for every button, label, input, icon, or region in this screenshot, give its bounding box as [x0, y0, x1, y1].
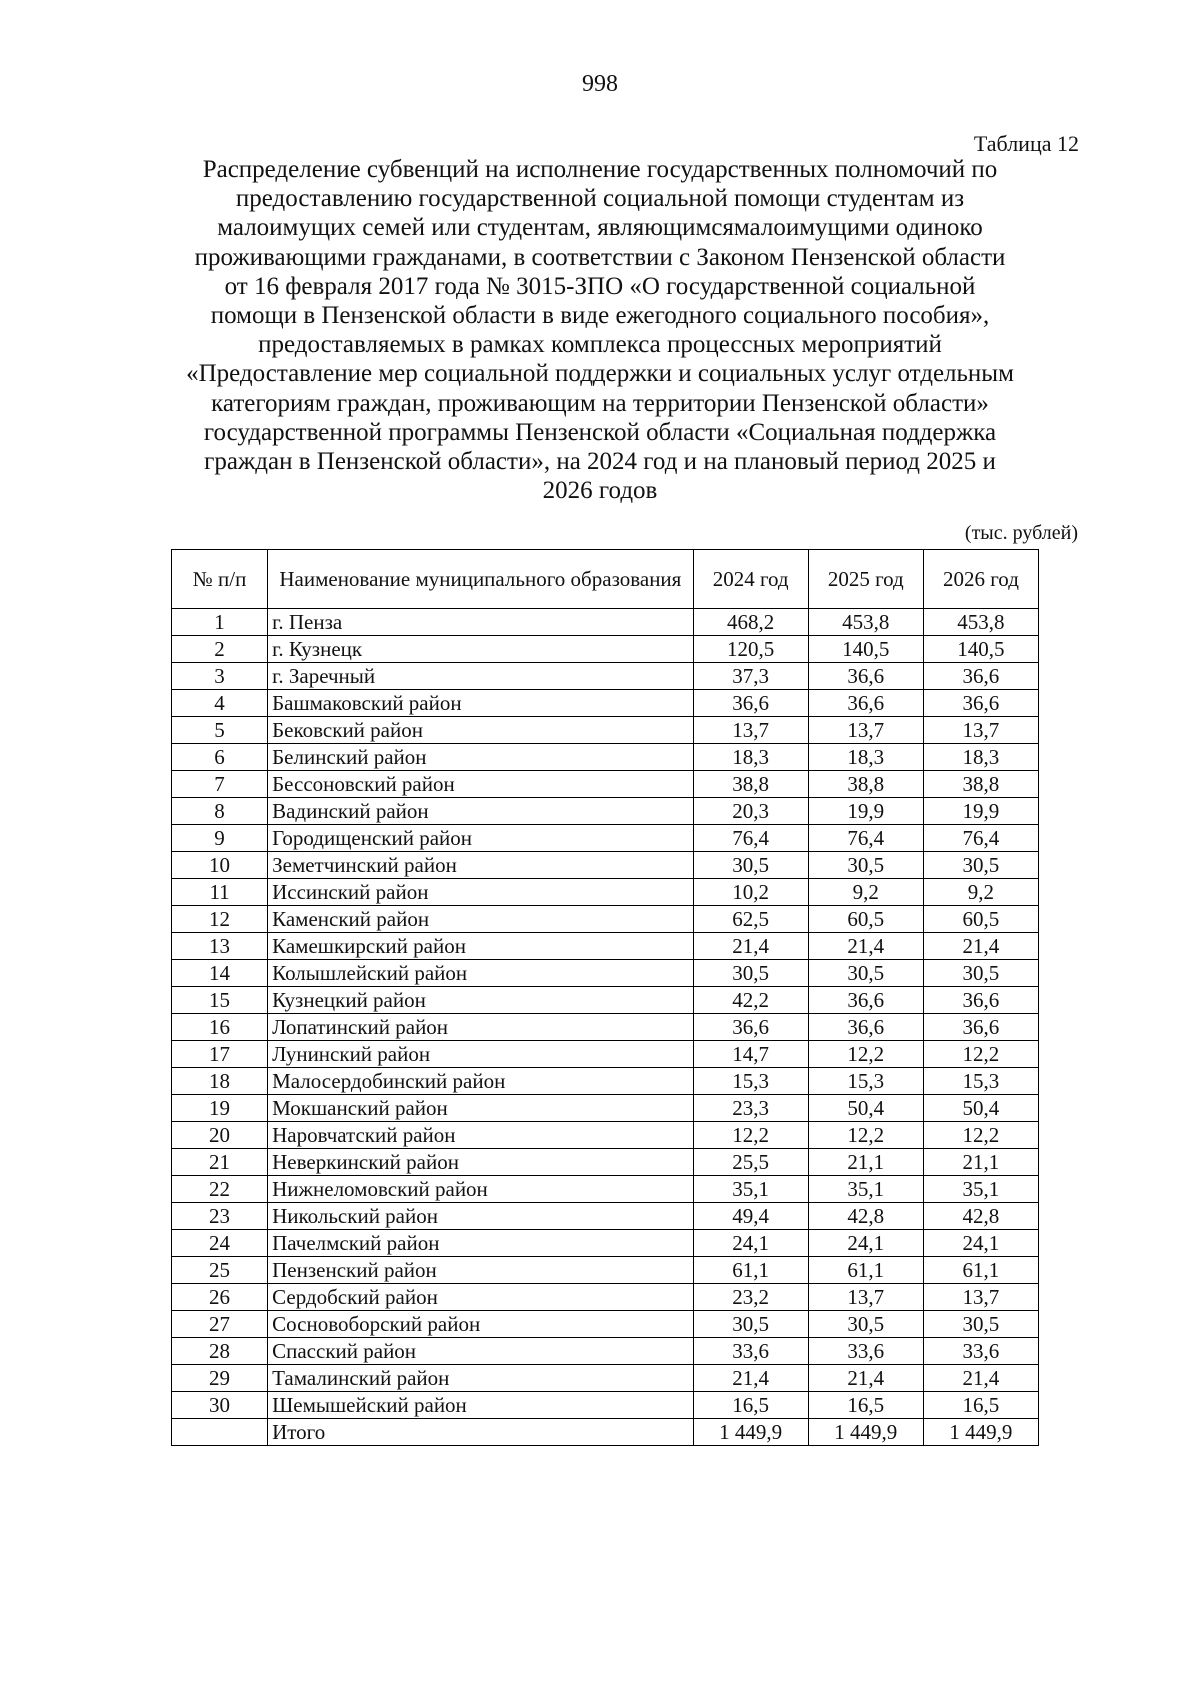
value-2026-cell: 36,6 — [923, 987, 1038, 1014]
value-2025-cell: 50,4 — [808, 1095, 923, 1122]
value-2026-cell: 76,4 — [923, 825, 1038, 852]
value-2026-cell: 453,8 — [923, 609, 1038, 636]
value-2026-cell: 21,4 — [923, 933, 1038, 960]
table-body — [172, 609, 1039, 1446]
table-row — [172, 1176, 1039, 1203]
table-row — [172, 1068, 1039, 1095]
title-line: от 16 февраля 2017 года № 3015-ЗПО «О государственной социальной — [224, 272, 976, 300]
value-2025-cell: 33,6 — [808, 1338, 923, 1365]
value-2024-cell: 16,5 — [693, 1392, 808, 1419]
value-2025-cell: 36,6 — [808, 690, 923, 717]
document-title — [120, 155, 1080, 505]
value-2026-cell: 24,1 — [923, 1230, 1038, 1257]
title-line: предоставляемых в рамках комплекса процессных мероприятий — [258, 331, 942, 359]
value-2025-cell: 9,2 — [808, 879, 923, 906]
value-2026-cell: 18,3 — [923, 744, 1038, 771]
value-2024-cell: 1 449,9 — [693, 1419, 808, 1446]
value-2024-cell: 30,5 — [693, 1311, 808, 1338]
row-number-cell: 25 — [172, 1257, 268, 1284]
value-2026-cell: 42,8 — [923, 1203, 1038, 1230]
table-row — [172, 1392, 1039, 1419]
row-number-cell: 23 — [172, 1203, 268, 1230]
municipality-name-cell: Малосердобинский район — [268, 1068, 693, 1095]
value-2025-cell: 42,8 — [808, 1203, 923, 1230]
municipality-name-cell: Неверкинский район — [268, 1149, 693, 1176]
value-2024-cell: 14,7 — [693, 1041, 808, 1068]
value-2026-cell: 140,5 — [923, 636, 1038, 663]
municipality-name-cell: Кузнецкий район — [268, 987, 693, 1014]
municipality-name-cell: Вадинский район — [268, 798, 693, 825]
value-2026-cell: 21,1 — [923, 1149, 1038, 1176]
value-2025-cell: 140,5 — [808, 636, 923, 663]
value-2024-cell: 120,5 — [693, 636, 808, 663]
value-2024-cell: 12,2 — [693, 1122, 808, 1149]
value-2024-cell: 33,6 — [693, 1338, 808, 1365]
municipality-name-cell: Каменский район — [268, 906, 693, 933]
municipality-name-cell: г. Пенза — [268, 609, 693, 636]
row-number-cell: 18 — [172, 1068, 268, 1095]
value-2025-cell: 12,2 — [808, 1041, 923, 1068]
municipality-name-cell: Колышлейский район — [268, 960, 693, 987]
value-2025-cell: 76,4 — [808, 825, 923, 852]
row-number-cell: 12 — [172, 906, 268, 933]
value-2026-cell: 9,2 — [923, 879, 1038, 906]
table-row — [172, 852, 1039, 879]
value-2026-cell: 35,1 — [923, 1176, 1038, 1203]
row-number-cell: 11 — [172, 879, 268, 906]
value-2026-cell: 50,4 — [923, 1095, 1038, 1122]
value-2024-cell: 23,2 — [693, 1284, 808, 1311]
municipality-name-cell: Городищенский район — [268, 825, 693, 852]
value-2024-cell: 36,6 — [693, 690, 808, 717]
table-row — [172, 1284, 1039, 1311]
value-2024-cell: 18,3 — [693, 744, 808, 771]
value-2025-cell: 12,2 — [808, 1122, 923, 1149]
table-row — [172, 636, 1039, 663]
row-number-cell: 28 — [172, 1338, 268, 1365]
municipality-name-cell: Пензенский район — [268, 1257, 693, 1284]
row-number-cell: 16 — [172, 1014, 268, 1041]
row-number-cell: 5 — [172, 717, 268, 744]
table-row — [172, 1095, 1039, 1122]
value-2025-cell: 18,3 — [808, 744, 923, 771]
table-row — [172, 1230, 1039, 1257]
table-row — [172, 1338, 1039, 1365]
value-2025-cell: 16,5 — [808, 1392, 923, 1419]
table-row — [172, 717, 1039, 744]
municipality-name-cell: Лопатинский район — [268, 1014, 693, 1041]
table-row — [172, 879, 1039, 906]
value-2024-cell: 21,4 — [693, 933, 808, 960]
value-2025-cell: 13,7 — [808, 717, 923, 744]
value-2026-cell: 30,5 — [923, 960, 1038, 987]
row-number-cell: 27 — [172, 1311, 268, 1338]
value-2024-cell: 30,5 — [693, 852, 808, 879]
value-2025-cell: 30,5 — [808, 852, 923, 879]
value-2026-cell: 36,6 — [923, 663, 1038, 690]
table-row — [172, 987, 1039, 1014]
table-row — [172, 933, 1039, 960]
municipality-name-cell: Иссинский район — [268, 879, 693, 906]
row-number-cell: 14 — [172, 960, 268, 987]
table-row — [172, 960, 1039, 987]
row-number-cell: 4 — [172, 690, 268, 717]
units-label: (тыс. рублей) — [964, 522, 1078, 544]
municipality-name-cell: Бессоновский район — [268, 771, 693, 798]
title-line: малоимущих семей или студентам, являющимсямалоимущими одиноко — [217, 214, 983, 242]
table-row — [172, 1311, 1039, 1338]
title-line: проживающими гражданами, в соответствии с Законом Пензенской области — [194, 243, 1006, 271]
table-row — [172, 609, 1039, 636]
value-2025-cell: 21,4 — [808, 1365, 923, 1392]
row-number-cell: 6 — [172, 744, 268, 771]
value-2024-cell: 23,3 — [693, 1095, 808, 1122]
title-line: категориям граждан, проживающим на территории Пензенской области» — [211, 389, 989, 417]
municipality-name-cell: Спасский район — [268, 1338, 693, 1365]
title-line: 2026 годов — [542, 477, 658, 505]
municipality-name-cell: Сосновоборский район — [268, 1311, 693, 1338]
municipality-name-cell: Сердобский район — [268, 1284, 693, 1311]
municipality-name-cell: г. Кузнецк — [268, 636, 693, 663]
value-2025-cell: 61,1 — [808, 1257, 923, 1284]
municipality-name-cell: Никольский район — [268, 1203, 693, 1230]
table-row — [172, 690, 1039, 717]
value-2024-cell: 30,5 — [693, 960, 808, 987]
value-2025-cell: 21,4 — [808, 933, 923, 960]
row-number-cell: 26 — [172, 1284, 268, 1311]
value-2025-cell: 24,1 — [808, 1230, 923, 1257]
municipality-name-cell: г. Заречный — [268, 663, 693, 690]
value-2025-cell: 19,9 — [808, 798, 923, 825]
title-line: граждан в Пензенской области», на 2024 год и на плановый период 2025 и — [204, 448, 996, 476]
title-line: предоставлению государственной социальной помощи студентам из — [235, 185, 965, 213]
value-2024-cell: 25,5 — [693, 1149, 808, 1176]
value-2026-cell: 60,5 — [923, 906, 1038, 933]
subvention-table — [171, 549, 1039, 1446]
value-2026-cell: 12,2 — [923, 1041, 1038, 1068]
header-2025: 2025 год — [808, 550, 923, 609]
row-number-cell: 24 — [172, 1230, 268, 1257]
municipality-name-cell: Итого — [268, 1419, 693, 1446]
title-line: государственной программы Пензенской области «Социальная поддержка — [203, 418, 997, 446]
municipality-name-cell: Пачелмский район — [268, 1230, 693, 1257]
value-2025-cell: 453,8 — [808, 609, 923, 636]
row-number-cell: 8 — [172, 798, 268, 825]
value-2026-cell: 15,3 — [923, 1068, 1038, 1095]
value-2025-cell: 21,1 — [808, 1149, 923, 1176]
header-name: Наименование муниципального образования — [268, 550, 693, 609]
row-number-cell: 2 — [172, 636, 268, 663]
value-2024-cell: 21,4 — [693, 1365, 808, 1392]
value-2026-cell: 19,9 — [923, 798, 1038, 825]
value-2024-cell: 76,4 — [693, 825, 808, 852]
table-row — [172, 1122, 1039, 1149]
value-2025-cell: 15,3 — [808, 1068, 923, 1095]
municipality-name-cell: Белинский район — [268, 744, 693, 771]
value-2026-cell: 13,7 — [923, 1284, 1038, 1311]
municipality-name-cell: Шемышейский район — [268, 1392, 693, 1419]
value-2025-cell: 1 449,9 — [808, 1419, 923, 1446]
value-2026-cell: 1 449,9 — [923, 1419, 1038, 1446]
value-2026-cell: 36,6 — [923, 690, 1038, 717]
table-row — [172, 771, 1039, 798]
row-number-cell: 9 — [172, 825, 268, 852]
row-number-cell: 1 — [172, 609, 268, 636]
value-2024-cell: 24,1 — [693, 1230, 808, 1257]
table-row — [172, 825, 1039, 852]
value-2024-cell: 49,4 — [693, 1203, 808, 1230]
table-row — [172, 1041, 1039, 1068]
table-row — [172, 663, 1039, 690]
table-row — [172, 1149, 1039, 1176]
value-2024-cell: 468,2 — [693, 609, 808, 636]
municipality-name-cell: Мокшанский район — [268, 1095, 693, 1122]
value-2026-cell: 12,2 — [923, 1122, 1038, 1149]
table-row — [172, 1257, 1039, 1284]
table-row — [172, 906, 1039, 933]
header-2024: 2024 год — [693, 550, 808, 609]
table-label: Таблица 12 — [973, 131, 1079, 156]
title-line: Распределение субвенций на исполнение государственных полномочий по — [202, 156, 998, 183]
value-2024-cell: 37,3 — [693, 663, 808, 690]
value-2024-cell: 62,5 — [693, 906, 808, 933]
value-2025-cell: 36,6 — [808, 663, 923, 690]
municipality-name-cell: Камешкирский район — [268, 933, 693, 960]
title-line: помощи в Пензенской области в виде ежегодного социального пособия», — [210, 302, 990, 330]
value-2024-cell: 13,7 — [693, 717, 808, 744]
table-header — [172, 550, 1039, 609]
value-2026-cell: 61,1 — [923, 1257, 1038, 1284]
table-row — [172, 1014, 1039, 1041]
row-number-cell: 30 — [172, 1392, 268, 1419]
value-2025-cell: 35,1 — [808, 1176, 923, 1203]
row-number-cell: 21 — [172, 1149, 268, 1176]
value-2026-cell: 16,5 — [923, 1392, 1038, 1419]
total-row — [172, 1419, 1039, 1446]
value-2025-cell: 36,6 — [808, 987, 923, 1014]
row-number-cell: 22 — [172, 1176, 268, 1203]
row-number-cell: 20 — [172, 1122, 268, 1149]
page-number: 998 — [582, 71, 618, 97]
value-2024-cell: 42,2 — [693, 987, 808, 1014]
value-2025-cell: 38,8 — [808, 771, 923, 798]
value-2026-cell: 38,8 — [923, 771, 1038, 798]
value-2024-cell: 36,6 — [693, 1014, 808, 1041]
header-2026: 2026 год — [923, 550, 1038, 609]
row-number-cell: 10 — [172, 852, 268, 879]
value-2024-cell: 38,8 — [693, 771, 808, 798]
value-2026-cell: 30,5 — [923, 852, 1038, 879]
title-line: «Предоставление мер социальной поддержки и социальных услуг отдельным — [186, 360, 1014, 388]
row-number-cell — [172, 1419, 268, 1446]
row-number-cell: 15 — [172, 987, 268, 1014]
table-row — [172, 744, 1039, 771]
row-number-cell: 17 — [172, 1041, 268, 1068]
municipality-name-cell: Тамалинский район — [268, 1365, 693, 1392]
row-number-cell: 7 — [172, 771, 268, 798]
value-2025-cell: 13,7 — [808, 1284, 923, 1311]
value-2025-cell: 36,6 — [808, 1014, 923, 1041]
municipality-name-cell: Лунинский район — [268, 1041, 693, 1068]
value-2025-cell: 60,5 — [808, 906, 923, 933]
value-2026-cell: 36,6 — [923, 1014, 1038, 1041]
row-number-cell: 3 — [172, 663, 268, 690]
row-number-cell: 13 — [172, 933, 268, 960]
value-2024-cell: 10,2 — [693, 879, 808, 906]
value-2026-cell: 21,4 — [923, 1365, 1038, 1392]
value-2026-cell: 33,6 — [923, 1338, 1038, 1365]
municipality-name-cell: Наровчатский район — [268, 1122, 693, 1149]
table-row — [172, 798, 1039, 825]
municipality-name-cell: Земетчинский район — [268, 852, 693, 879]
value-2024-cell: 20,3 — [693, 798, 808, 825]
value-2026-cell: 30,5 — [923, 1311, 1038, 1338]
value-2025-cell: 30,5 — [808, 1311, 923, 1338]
value-2024-cell: 61,1 — [693, 1257, 808, 1284]
municipality-name-cell: Нижнеломовский район — [268, 1176, 693, 1203]
header-row — [172, 550, 1039, 609]
value-2024-cell: 35,1 — [693, 1176, 808, 1203]
value-2025-cell: 30,5 — [808, 960, 923, 987]
table-row — [172, 1365, 1039, 1392]
row-number-cell: 29 — [172, 1365, 268, 1392]
value-2026-cell: 13,7 — [923, 717, 1038, 744]
table-row — [172, 1203, 1039, 1230]
municipality-name-cell: Башмаковский район — [268, 690, 693, 717]
municipality-name-cell: Бековский район — [268, 717, 693, 744]
value-2024-cell: 15,3 — [693, 1068, 808, 1095]
header-num: № п/п — [172, 550, 268, 609]
row-number-cell: 19 — [172, 1095, 268, 1122]
